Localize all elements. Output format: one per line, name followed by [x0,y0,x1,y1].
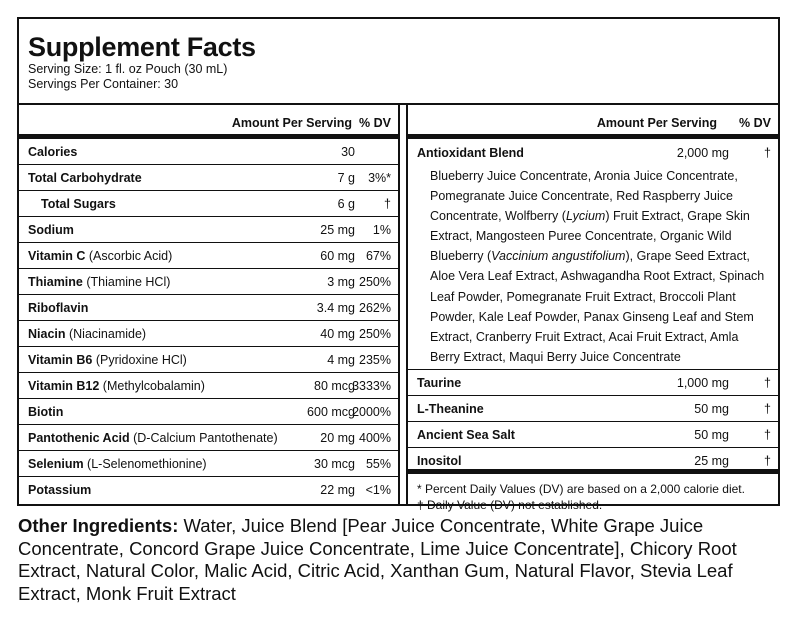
footnote-dv: * Percent Daily Values (DV) are based on a 2,000 calorie diet. [417,482,745,496]
nutrient-amount: 20 mg [320,431,355,445]
right-column-header [408,105,778,139]
left-nutrient-column [19,105,400,504]
nutrient-amount: 1,000 mg [676,376,729,390]
dv-header: % DV [739,116,771,130]
right-rows [408,370,778,474]
footnote-dagger: † Daily Value (DV) not established. [417,498,603,512]
amount-header: Amount Per Serving [231,116,352,130]
nutrient-row [19,165,398,191]
nutrient-amount: 40 mg [320,327,355,341]
nutrient-dv: 250% [359,275,391,289]
nutrient-dv: † [764,454,771,468]
nutrient-amount: 3.4 mg [316,301,355,315]
nutrient-dv: 400% [359,431,391,445]
nutrient-dv: 3333% [352,379,391,393]
nutrient-row [408,448,778,474]
nutrient-row [19,347,398,373]
antioxidant-blend-row [408,139,778,370]
nutrient-name: Total Carbohydrate [28,171,142,185]
blend-amount: 2,000 mg [676,146,729,160]
other-ingredients [18,515,780,605]
nutrient-row [19,139,398,165]
nutrient-name: Inositol [417,454,462,468]
nutrient-row [19,269,398,295]
nutrient-name: Total Sugars [41,197,116,211]
panel-header [19,19,778,105]
nutrient-row [408,396,778,422]
nutrient-amount: 7 g [337,171,355,185]
panel-title: Supplement Facts [28,32,256,62]
nutrient-amount: 30 [341,145,355,159]
nutrient-name: Pantothenic Acid (D-Calcium Pantothenate) [28,431,278,445]
nutrient-amount: 25 mg [320,223,355,237]
nutrient-name: Vitamin B6 (Pyridoxine HCl) [28,353,187,367]
nutrient-name: Selenium (L-Selenomethionine) [28,457,207,471]
left-column-header [19,105,398,139]
nutrient-dv: 67% [365,249,391,263]
nutrient-dv: † [384,197,391,211]
nutrient-dv: † [764,428,771,442]
nutrient-amount: 50 mg [694,428,729,442]
nutrient-dv: 1% [372,223,391,237]
nutrient-name: Ancient Sea Salt [417,428,515,442]
servings-per-container: Servings Per Container: 30 [28,77,179,91]
nutrient-amount: 50 mg [694,402,729,416]
nutrient-dv: 2000% [352,405,391,419]
nutrient-name: Taurine [417,376,462,390]
nutrient-row [19,477,398,503]
nutrient-amount: 80 mcg [314,379,355,393]
nutrient-amount: 4 mg [327,353,355,367]
nutrient-name: L-Theanine [417,402,484,416]
nutrient-dv: 262% [359,301,391,315]
blend-ingredients: Blueberry Juice Concentrate, Aronia Juice Concentrate, Pomegranate Juice Concentrate, Red Raspberry Juice Concentrate, Wolfberry (Lycium) Fruit Extract, Grape Skin Extract, Mangosteen Puree Concentrate, Organic Wild Blueberry (Vaccinium angustifolium), Grape Seed Extract, Aloe Vera Leaf Extract, Ashwagandha Root Extract, Spinach Leaf Powder, Pomegranate Fruit Extract, Broccoli Plant Powder, Kale Leaf Powder, Panax Ginseng Leaf and Stem Extract, Cranberry Fruit Extract, Acai Fruit Extract, Amla Berry Extract, Maqui Berry Juice Concentrate [430,169,765,364]
other-ingredients-label: Other Ingredients: [18,515,179,536]
nutrient-dv: 235% [359,353,391,367]
nutrient-amount: 22 mg [320,483,355,497]
nutrient-dv: <1% [365,483,391,497]
nutrient-row [19,295,398,321]
footnotes [408,474,778,513]
supplement-facts-panel [17,17,780,512]
nutrient-row [19,399,398,425]
nutrient-name: Riboflavin [28,301,89,315]
nutrient-amount: 3 mg [327,275,355,289]
nutrient-row [19,243,398,269]
nutrient-dv: 3%* [368,171,391,185]
nutrient-amount: 30 mcg [314,457,355,471]
nutrient-row [19,373,398,399]
nutrient-name: Thiamine (Thiamine HCl) [28,275,171,289]
nutrient-name: Vitamin B12 (Methylcobalamin) [28,379,205,393]
nutrient-dv: 55% [365,457,391,471]
left-rows [19,139,398,503]
nutrient-dv: † [764,376,771,390]
nutrient-name: Biotin [28,405,64,419]
serving-size: Serving Size: 1 fl. oz Pouch (30 mL) [28,62,228,76]
nutrient-name: Sodium [28,223,74,237]
blend-dv: † [764,146,771,160]
nutrient-amount: 600 mcg [307,405,355,419]
nutrient-row [408,370,778,396]
nutrient-row [19,217,398,243]
nutrient-row [19,425,398,451]
nutrient-amount: 6 g [337,197,355,211]
nutrient-name: Calories [28,145,78,159]
nutrient-name: Potassium [28,483,92,497]
nutrient-name: Niacin (Niacinamide) [28,327,147,341]
amount-header: Amount Per Serving [596,116,717,130]
right-nutrient-column [406,105,778,512]
nutrient-name: Vitamin C (Ascorbic Acid) [28,249,173,263]
nutrient-row [19,451,398,477]
nutrient-amount: 60 mg [320,249,355,263]
blend-name: Antioxidant Blend [417,146,524,160]
nutrient-dv: † [764,402,771,416]
other-ingredients-text: Water, Juice Blend [Pear Juice Concentrate, White Grape Juice Concentrate, Concord Grape Juice Concentrate, Lime Juice Concentrate], Chicory Root Extract, Natural Color, Malic Acid, Citric Acid, Xanthan Gum, Natural Flavor, Stevia Leaf Extract, Monk Fruit Extract [18,515,737,604]
dv-header: % DV [359,116,391,130]
nutrient-row [19,191,398,217]
nutrient-amount: 25 mg [694,454,729,468]
nutrient-dv: 250% [359,327,391,341]
nutrient-row [19,321,398,347]
nutrient-row [408,422,778,448]
